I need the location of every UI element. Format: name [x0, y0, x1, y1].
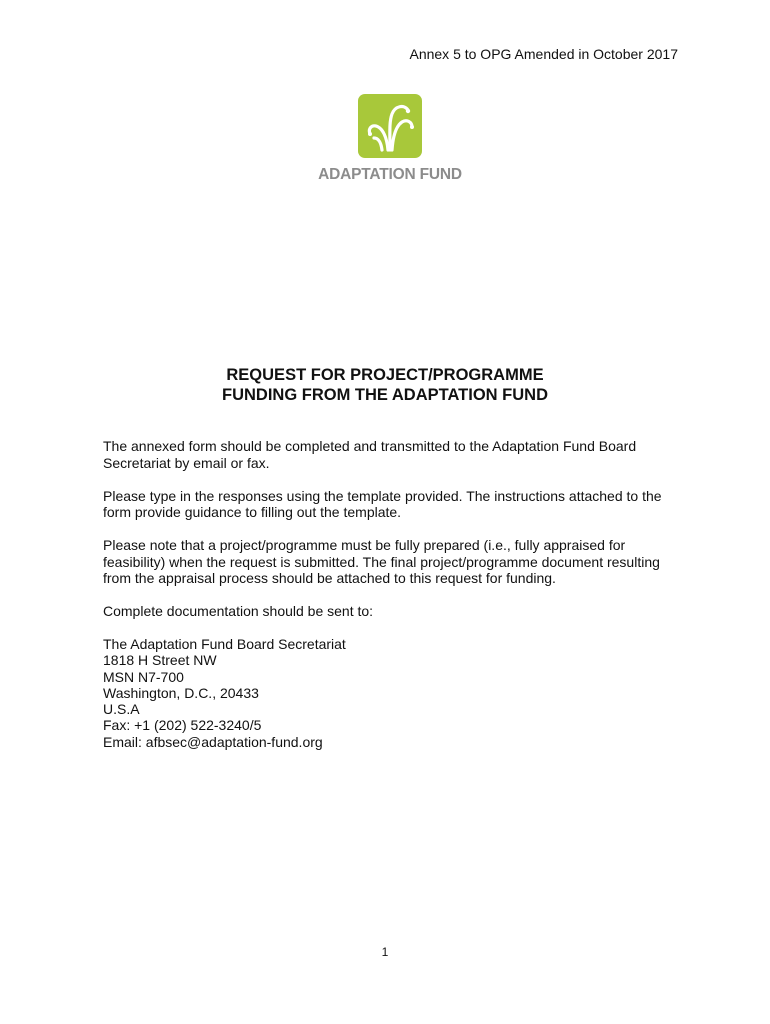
mailing-address [103, 636, 683, 750]
title-line-2: FUNDING FROM THE ADAPTATION FUND [222, 386, 548, 404]
paragraph-preparation: Please note that a project/programme must be fully prepared (i.e., fully appraised for feasibility) when the request is submitted. The final project/programme document resulting from the appraisal process should be attached to this request for funding. [103, 537, 660, 586]
document-body [103, 438, 683, 750]
fountain-logo-icon [358, 94, 422, 158]
address-street: 1818 H Street NW [103, 652, 217, 669]
address-fax: Fax: +1 (202) 522-3240/5 [103, 717, 262, 734]
adaptation-fund-logo [313, 94, 467, 190]
paragraph-template: Please type in the responses using the template provided. The instructions attached to the form provide guidance to filling out the template. [103, 487, 662, 520]
paragraph-submission: The annexed form should be completed and transmitted to the Adaptation Fund Board Secretariat by email or fax. [103, 438, 637, 471]
logo-wordmark: ADAPTATION FUND [318, 166, 462, 183]
paragraph-send-to: Complete documentation should be sent to: [103, 603, 374, 619]
document-title [0, 365, 770, 405]
address-city: Washington, D.C., 20433 [103, 684, 259, 701]
page-number: 1 [381, 945, 389, 959]
annex-header-note: Annex 5 to OPG Amended in October 2017 [409, 46, 678, 62]
address-name: The Adaptation Fund Board Secretariat [103, 636, 346, 652]
title-line-1: REQUEST FOR PROJECT/PROGRAMME [226, 366, 544, 384]
address-country: U.S.A [103, 701, 140, 718]
address-msn: MSN N7-700 [103, 668, 184, 685]
address-email: Email: afbsec@adaptation-fund.org [103, 733, 323, 750]
